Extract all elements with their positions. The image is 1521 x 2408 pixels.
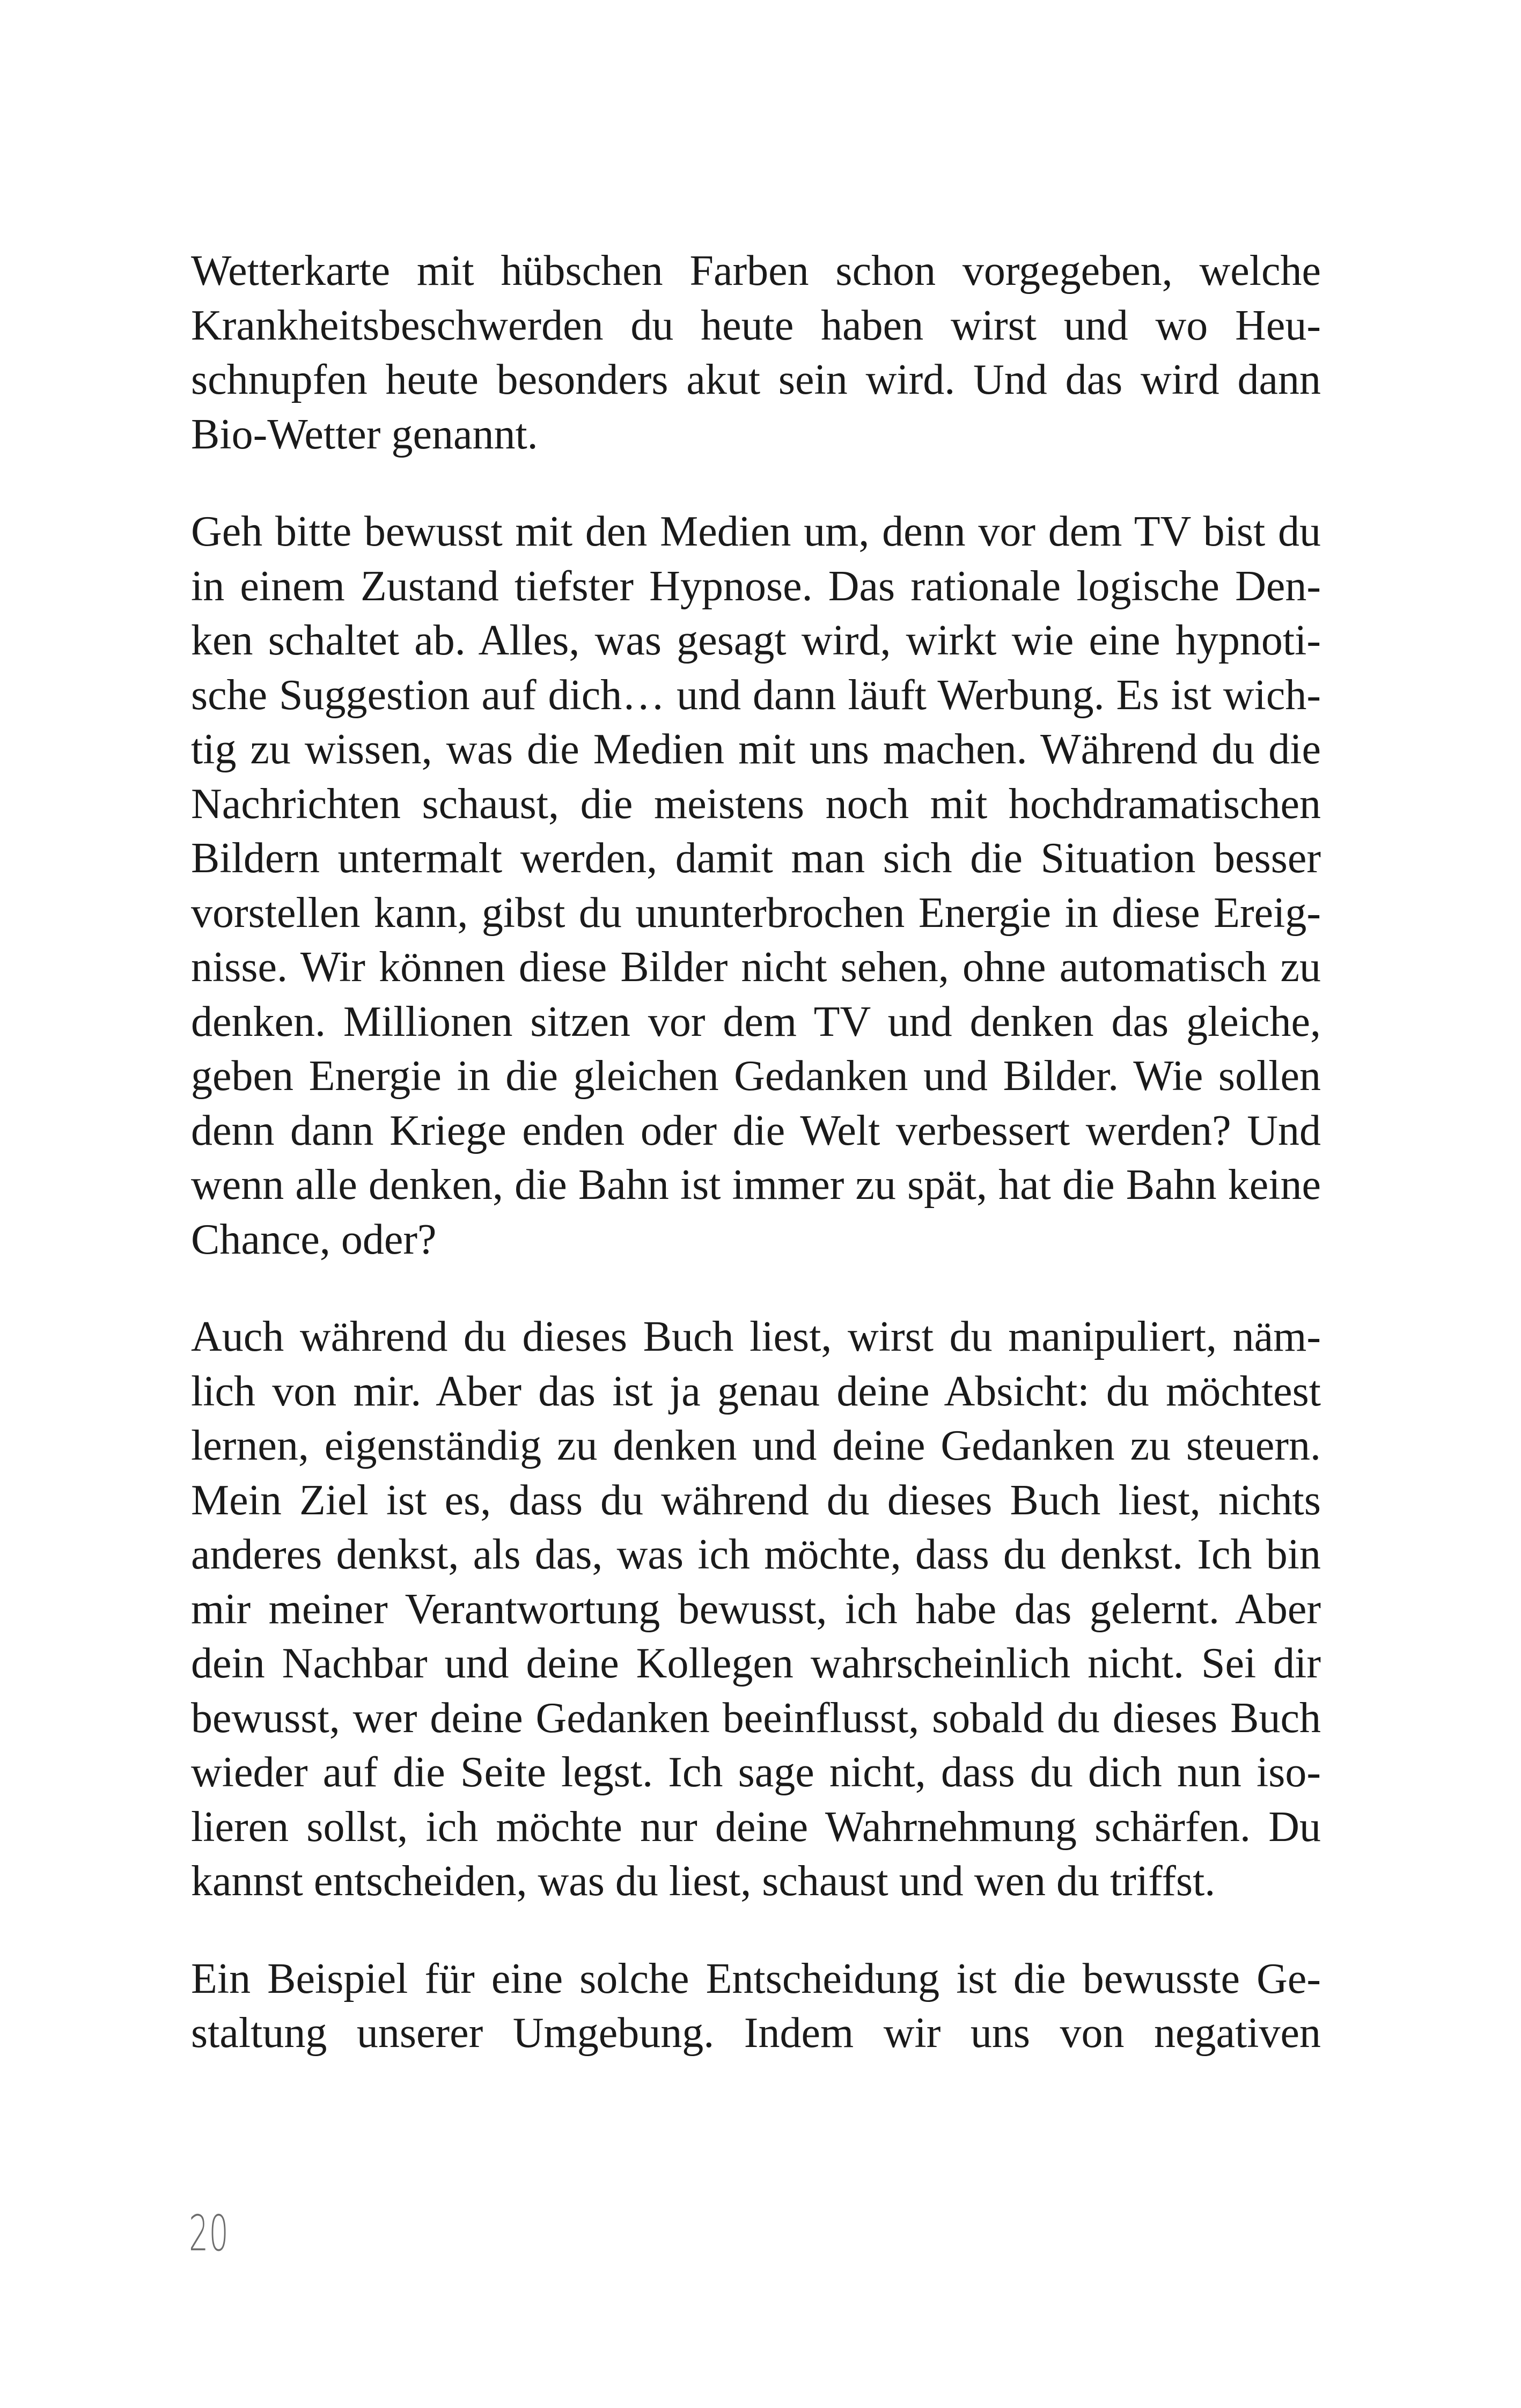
body-text: [191, 244, 1321, 2104]
text-line: ken schaltet ab. Alles, was gesagt wird, wirkt wie eine hypnoti-: [191, 617, 1321, 664]
text-line: anderes denkst, als das, was ich möchte, dass du denkst. Ich bin: [191, 1531, 1321, 1578]
text-line: geben Energie in die gleichen Gedanken und Bilder. Wie sollen: [191, 1052, 1321, 1100]
text-line: Chance, oder?: [191, 1216, 437, 1263]
text-line: dein Nachbar und deine Kollegen wahrscheinlich nicht. Sei dir: [191, 1640, 1321, 1687]
text-line: Nachrichten schaust, die meistens noch mit hochdramatischen: [191, 780, 1321, 828]
text-line: in einem Zustand tiefster Hypnose. Das rationale logische Den-: [191, 562, 1321, 610]
text-line: staltung unserer Umgebung. Indem wir uns von negativen: [191, 2009, 1321, 2057]
text-line: tig zu wissen, was die Medien mit uns machen. Während du die: [191, 726, 1321, 773]
text-line: nisse. Wir können diese Bilder nicht sehen, ohne automatisch zu: [191, 944, 1321, 991]
text-line: vorstellen kann, gibst du ununterbrochen Energie in diese Ereig-: [191, 889, 1321, 937]
page-number: 20: [189, 2205, 230, 2262]
text-line: Geh bitte bewusst mit den Medien um, denn vor dem TV bist du: [191, 508, 1321, 555]
text-line: lieren sollst, ich möchte nur deine Wahrnehmung schärfen. Du: [191, 1803, 1321, 1851]
paragraph: [191, 1952, 1321, 2061]
paragraph: [191, 505, 1321, 1267]
text-line: wenn alle denken, die Bahn ist immer zu spät, hat die Bahn keine: [191, 1161, 1321, 1209]
text-line: kannst entscheiden, was du liest, schaust und wen du triffst.: [191, 1858, 1216, 1905]
text-line: schnupfen heute besonders akut sein wird. Und das wird dann: [191, 356, 1321, 403]
text-line: Bio-Wetter genannt.: [191, 410, 538, 458]
text-line: bewusst, wer deine Gedanken beeinflusst, sobald du dieses Buch: [191, 1694, 1321, 1742]
text-line: Ein Beispiel für eine solche Entscheidung ist die bewusste Ge-: [191, 1955, 1321, 2002]
text-line: lich von mir. Aber das ist ja genau deine Absicht: du möchtest: [191, 1367, 1321, 1415]
text-line: sche Suggestion auf dich… und dann läuft Werbung. Es ist wich-: [191, 671, 1321, 719]
text-line: Krankheitsbeschwerden du heute haben wirst und wo Heu-: [191, 301, 1321, 349]
text-line: Bildern untermalt werden, damit man sich die Situation besser: [191, 835, 1321, 882]
text-line: wieder auf die Seite legst. Ich sage nicht, dass du dich nun iso-: [191, 1749, 1321, 1796]
text-line: lernen, eigenständig zu denken und deine Gedanken zu steuern.: [191, 1422, 1321, 1469]
text-line: Mein Ziel ist es, dass du während du dieses Buch liest, nichts: [191, 1476, 1321, 1524]
text-line: Auch während du dieses Buch liest, wirst du manipuliert, näm-: [191, 1313, 1321, 1360]
paragraph: [191, 244, 1321, 462]
text-line: denken. Millionen sitzen vor dem TV und denken das gleiche,: [191, 998, 1321, 1045]
paragraph: [191, 1310, 1321, 1909]
text-line: mir meiner Verantwortung bewusst, ich habe das gelernt. Aber: [191, 1585, 1321, 1633]
text-line: denn dann Kriege enden oder die Welt verbessert werden? Und: [191, 1107, 1321, 1154]
text-line: Wetterkarte mit hübschen Farben schon vorgegeben, welche: [191, 247, 1321, 294]
